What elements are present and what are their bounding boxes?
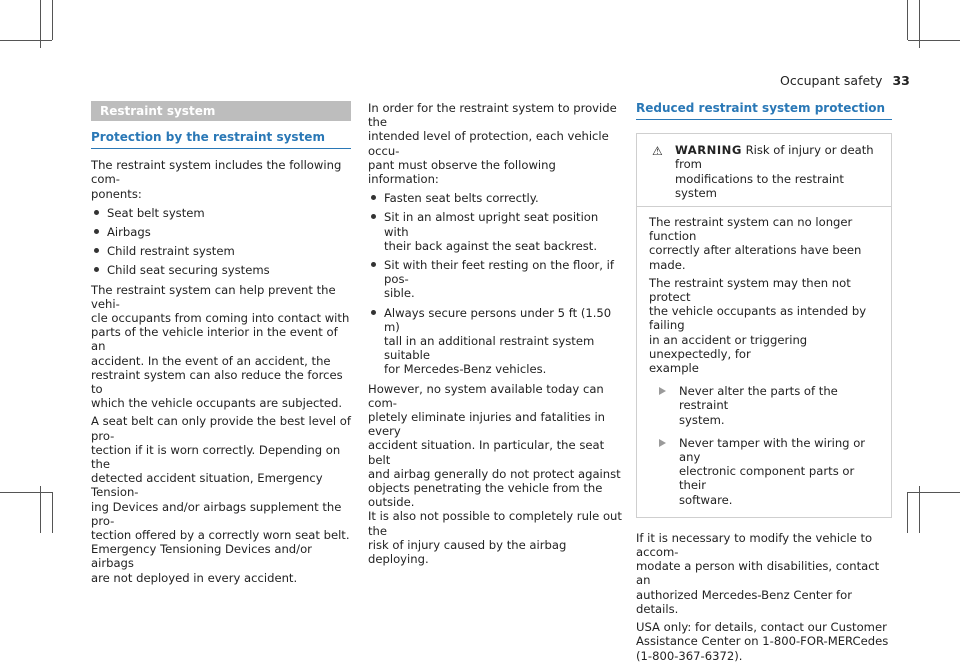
crop-mark — [908, 40, 960, 41]
crop-mark — [52, 0, 53, 40]
paragraph: If it is necessary to modify the vehicle to accom- modate a person with disabilities, contact an authorized Mercedes-Benz Center for details. — [636, 530, 880, 616]
paragraph: A seat belt can only provide the best level of pro- tection if it is worn correctly. Depending on the detected accident situation, Emergency Tension- ing Devices and/or airbags supplement the pro- tection offered by a correctly worn seat belt. Emergency Tensioning Devices and/or airbags are not deployed in every accident. — [91, 414, 351, 585]
warning-paragraph: The restraint system may then not protect the vehicle occupants as intended by failing in an accident or triggering unexpectedly, for example — [649, 275, 867, 376]
crop-mark — [52, 492, 53, 533]
list-item: Sit in an almost upright seat position with their back against the seat backrest. — [368, 210, 622, 253]
crop-mark — [908, 492, 960, 493]
warning-heading — [649, 143, 881, 200]
column-middle — [368, 101, 622, 566]
bullet-icon — [94, 210, 99, 215]
warning-triangle-icon: ⚠ — [652, 144, 663, 159]
warning-box — [636, 133, 892, 518]
intro-text: The restraint system includes the following com- ponents: — [91, 158, 342, 201]
crop-mark — [919, 486, 920, 533]
divider — [637, 206, 891, 207]
section-title: Restraint system — [91, 101, 351, 121]
list-item: Child restraint system — [91, 244, 351, 258]
paragraph: However, no system available today can com- pletely eliminate injuries and fatalities in every accident situation. In particular, the seat belt and airbag generally do not protect against objects penetrating the vehicle from the outside. It is also not possible to completely rule out the risk of injury caused by the airbag deploying. — [368, 381, 622, 567]
component-list — [91, 206, 351, 278]
crop-mark — [907, 0, 908, 40]
intro-text: In order for the restraint system to provide the intended level of protection, each vehicle occu- pant must observe the following information: — [368, 101, 617, 187]
crop-mark — [40, 486, 41, 533]
bullet-icon — [371, 195, 376, 200]
bullet-icon — [371, 214, 376, 219]
warning-label: WARNING — [675, 143, 742, 158]
action-arrow-icon — [659, 439, 666, 447]
list-item: Fasten seat belts correctly. — [368, 191, 622, 205]
subheading-protection: Protection by the restraint system — [91, 130, 351, 149]
warning-title: Risk of injury or death from modifications to the restraint system — [675, 143, 874, 200]
bullet-icon — [371, 262, 376, 267]
list-item: Airbags — [91, 225, 351, 239]
crop-mark — [907, 492, 908, 533]
crop-mark — [0, 492, 52, 493]
list-item: Sit with their feet resting on the floor, if pos- sible. — [368, 258, 622, 301]
bullet-icon — [371, 310, 376, 315]
bullet-icon — [94, 229, 99, 234]
crop-mark — [0, 40, 52, 41]
action-arrow-icon — [659, 387, 666, 395]
instruction-list — [368, 191, 622, 376]
bullet-icon — [94, 248, 99, 253]
column-right — [636, 101, 892, 663]
paragraph: USA only: for details, contact our Customer Assistance Center on 1-800-FOR-MERCedes (1-800-367-6372). — [636, 620, 889, 663]
action-item: Never tamper with the wiring or any electronic component parts or their software. — [649, 436, 881, 507]
column-left — [91, 101, 351, 585]
chapter-title: Occupant safety — [780, 73, 883, 88]
paragraph: The restraint system can help prevent the vehi- cle occupants from coming into contact with parts of the vehicle interior in the event of an accident. In the event of an accident, the restraint system can also reduce the forces to which the vehicle occupants are subjected. — [91, 282, 350, 411]
bullet-icon — [94, 267, 99, 272]
action-item: Never alter the parts of the restraint system. — [649, 384, 881, 427]
list-item: Seat belt system — [91, 206, 351, 220]
subheading-reduced-protection: Reduced restraint system protection — [636, 101, 892, 120]
page-header — [780, 73, 910, 88]
list-item: Child seat securing systems — [91, 263, 351, 277]
list-item: Always secure persons under 5 ft (1.50 m) tall in an additional restraint system suitable for Mercedes-Benz vehicles. — [368, 306, 622, 377]
warning-paragraph: The restraint system can no longer function correctly after alterations have been made. — [649, 215, 862, 272]
page-number: 33 — [892, 73, 910, 88]
